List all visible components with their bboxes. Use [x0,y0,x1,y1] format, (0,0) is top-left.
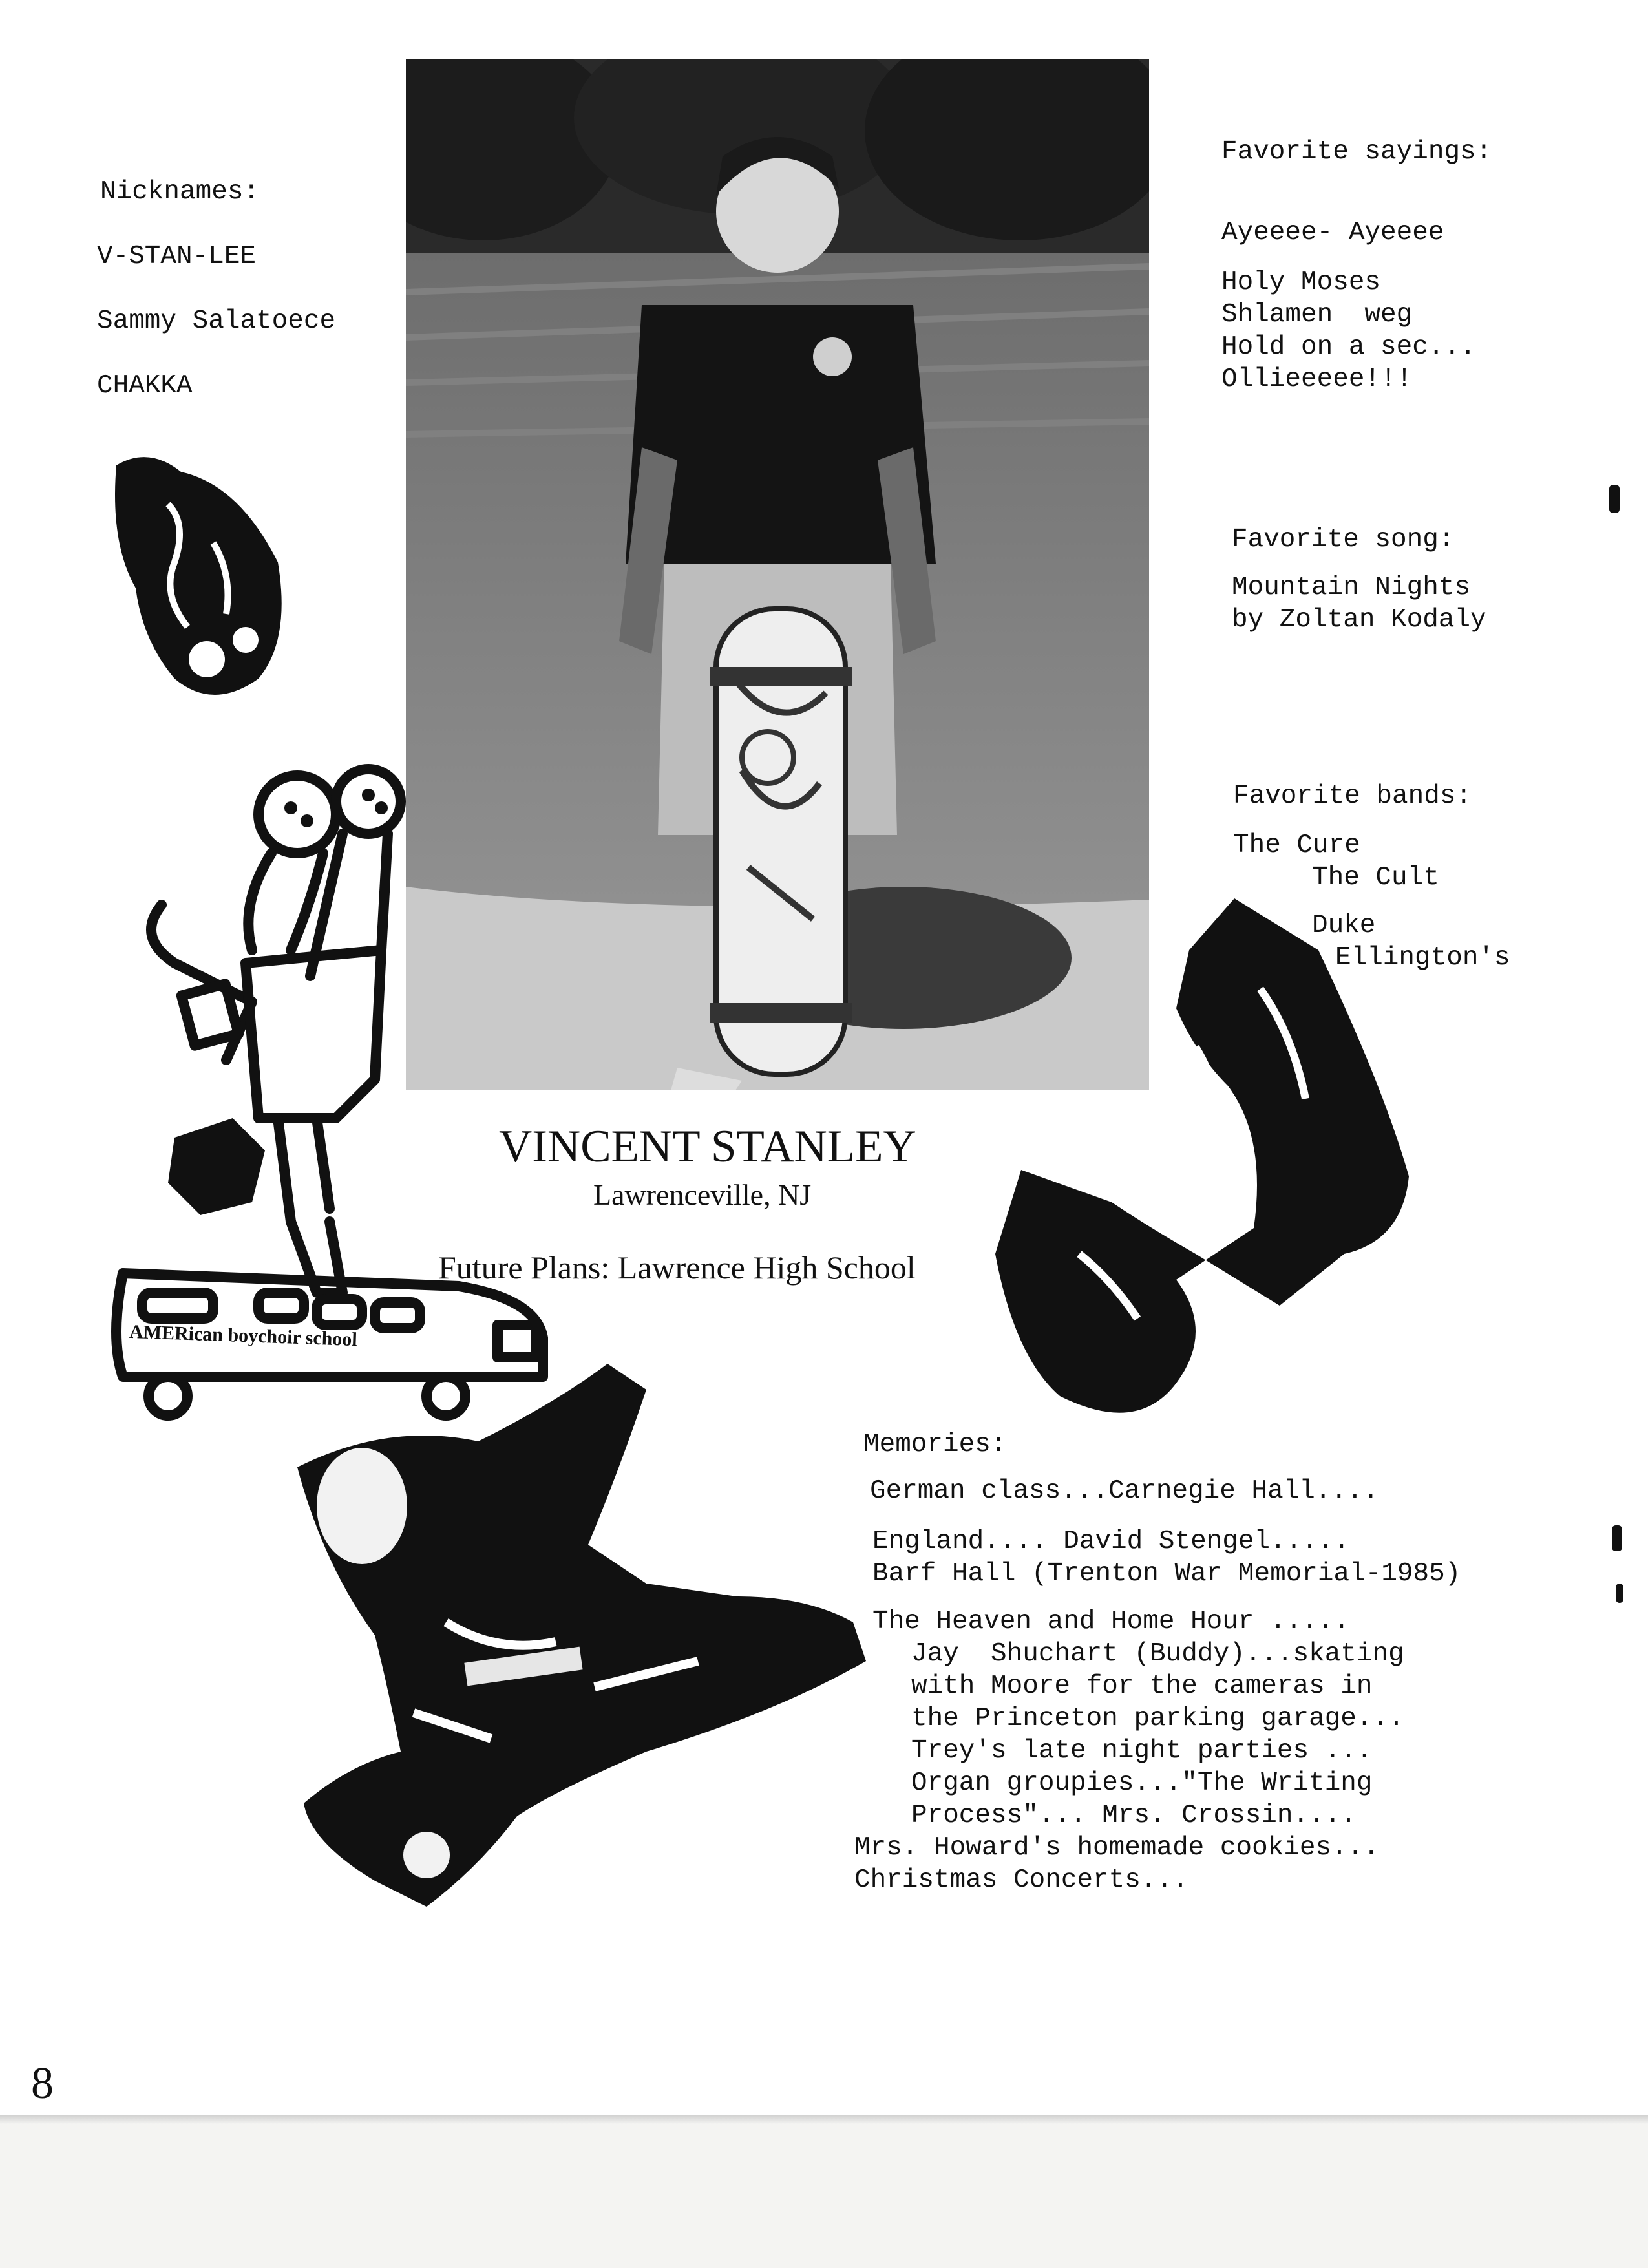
future-plans: Future Plans: Lawrence High School [438,1249,916,1286]
song-line: Mountain Nights [1232,573,1471,602]
memory-line: German class...Carnegie Hall.... [870,1476,1379,1506]
memories-heading: Memories: [863,1430,1007,1459]
saying-item: Ollieeeee!!! [1221,365,1413,394]
band-item: The Cult [1312,863,1439,893]
nicknames-heading: Nicknames: [100,177,260,207]
memory-line: Barf Hall (Trenton War Memorial-1985) [872,1559,1461,1589]
memory-line: England.... David Stengel..... [872,1527,1350,1556]
memory-line: the Princeton parking garage... [911,1704,1404,1733]
band-item: The Cure [1233,831,1360,860]
memory-line: Mrs. Howard's homemade cookies... [854,1833,1379,1863]
band-item: Ellington's [1335,943,1510,973]
band-item: Duke [1312,911,1376,940]
student-name: VINCENT STANLEY [499,1121,916,1172]
scan-mark [1612,1525,1622,1551]
nickname-item: CHAKKA [97,371,193,401]
song-line: by Zoltan Kodaly [1232,605,1486,635]
sayings-heading: Favorite sayings: [1221,137,1492,167]
page-edge-shadow [0,2115,1648,2124]
skater-clipping-right [982,892,1415,1435]
saying-item: Holy Moses [1221,268,1381,297]
memory-line: Trey's late night parties ... [911,1736,1373,1766]
skater-clipping-small [97,446,297,711]
skater-clipping-bottom [284,1351,879,1920]
nickname-item: Sammy Salatoece [97,306,336,336]
hometown: Lawrenceville, NJ [593,1178,812,1211]
nickname-item: V-STAN-LEE [97,242,257,271]
page-number: 8 [31,2059,54,2108]
memory-line: Organ groupies..."The Writing [911,1768,1373,1798]
memory-line: with Moore for the cameras in [911,1671,1373,1701]
saying-item: Hold on a sec... [1221,332,1476,362]
bands-heading: Favorite bands: [1233,781,1472,811]
bus-lettering: AMERican boychoir school [129,1320,358,1351]
saying-item: Shlamen weg [1221,300,1413,330]
scan-mark [1609,485,1620,513]
scan-mark [1616,1584,1623,1603]
song-heading: Favorite song: [1232,525,1455,555]
memory-line: Christmas Concerts... [854,1865,1188,1895]
memory-line: Process"... Mrs. Crossin.... [911,1801,1357,1830]
saying-item: Ayeeee- Ayeeee [1221,218,1444,248]
memory-line: Jay Shuchart (Buddy)...skating [911,1639,1404,1669]
memory-line: The Heaven and Home Hour ..... [872,1607,1350,1637]
